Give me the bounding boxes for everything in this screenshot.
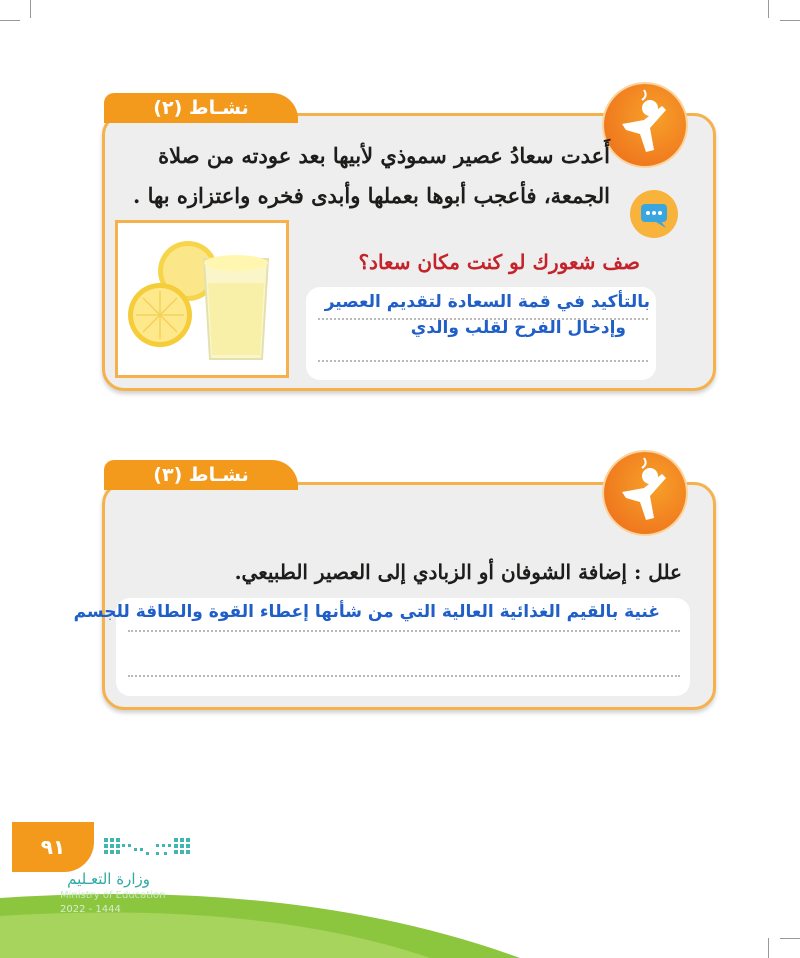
activity-2-question: صف شعورك لو كنت مكان سعاد؟ (358, 250, 640, 274)
activity-2-tab-label: نشـاط (٢) (153, 97, 249, 119)
crop-mark (0, 20, 20, 21)
speech-bubble-icon (630, 190, 678, 238)
edition-year: 2022 - 1444 (60, 904, 121, 915)
activity-2-handwritten-answer-1: بالتأكيد في قمة السعادة لتقديم العصير (324, 292, 650, 312)
activity-2-paragraph-line-2: الجمعة، فأعجب أبوها بعملها وأبدى فخره واعتزازه بها . (133, 183, 610, 208)
activity-3-prompt: علل : إضافة الشوفان أو الزبادي إلى العصير الطبيعي. (234, 560, 682, 584)
activity-2-paragraph-line-1: أَعدت سعادُ عصير سموذي لأبيها بعد عودته من صلاة (158, 143, 610, 168)
crop-mark (768, 0, 769, 18)
activity-3-badge (604, 452, 686, 534)
page-number (12, 822, 94, 872)
crop-mark (30, 0, 31, 18)
ministry-name-english: Ministry of Education (60, 890, 166, 901)
answer-line (318, 360, 648, 362)
activity-3-handwritten-answer-1: غنية بالقيم الغذائية العالية التي من شأنها إعطاء القوة والطاقة للجسم (73, 602, 660, 622)
ministry-name-arabic: وزارة التعـليم (67, 870, 150, 888)
activity-2-handwritten-answer-2: وإدخال الفرح لقلب والدي (410, 318, 626, 338)
cheering-person-icon (604, 452, 686, 534)
answer-line (128, 630, 680, 632)
crop-mark (780, 20, 800, 21)
ministry-logo-icon (102, 836, 198, 864)
lemon-juice-image (118, 223, 286, 375)
cheering-person-icon (604, 84, 686, 166)
activity-3-tab-label: نشـاط (٣) (153, 464, 249, 486)
activity-2-badge (604, 84, 686, 166)
activity-2-tab (104, 93, 298, 123)
speech-bubble-badge (630, 190, 678, 238)
lemon-juice-photo (115, 220, 289, 378)
answer-line (128, 675, 680, 677)
activity-3-tab (104, 460, 298, 490)
page-number-text: ٩١ (40, 835, 66, 859)
